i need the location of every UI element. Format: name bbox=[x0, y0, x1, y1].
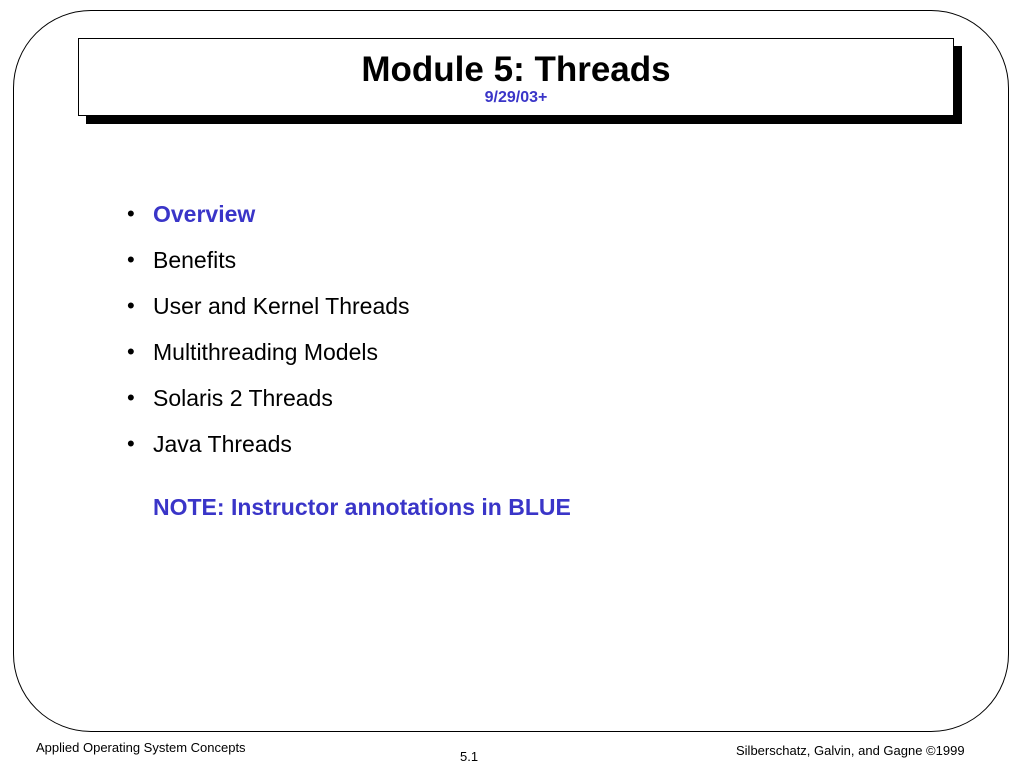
footer-course-title: Applied Operating System Concepts bbox=[36, 740, 246, 755]
bullet-icon: • bbox=[127, 431, 135, 456]
slide-title: Module 5: Threads bbox=[361, 50, 671, 89]
bullet-text: Multithreading Models bbox=[153, 339, 379, 365]
bullet-icon: • bbox=[127, 247, 135, 272]
bullet-text: Solaris 2 Threads bbox=[153, 385, 333, 411]
bullet-text: User and Kernel Threads bbox=[153, 293, 410, 319]
footer-copyright: Silberschatz, Galvin, and Gagne ©1999 bbox=[736, 743, 965, 758]
bullet-text: Java Threads bbox=[153, 431, 292, 457]
instructor-note: NOTE: Instructor annotations in BLUE bbox=[153, 494, 571, 520]
bullet-icon: • bbox=[127, 339, 135, 364]
bullet-text: Benefits bbox=[153, 247, 237, 273]
bullet-icon: • bbox=[127, 201, 135, 226]
bullet-icon: • bbox=[127, 385, 135, 410]
title-box bbox=[78, 38, 954, 116]
bullet-text: Overview bbox=[153, 201, 256, 227]
slide-subtitle-date: 9/29/03+ bbox=[484, 89, 548, 106]
footer-page-number: 5.1 bbox=[460, 749, 479, 764]
bullet-icon: • bbox=[127, 293, 135, 318]
